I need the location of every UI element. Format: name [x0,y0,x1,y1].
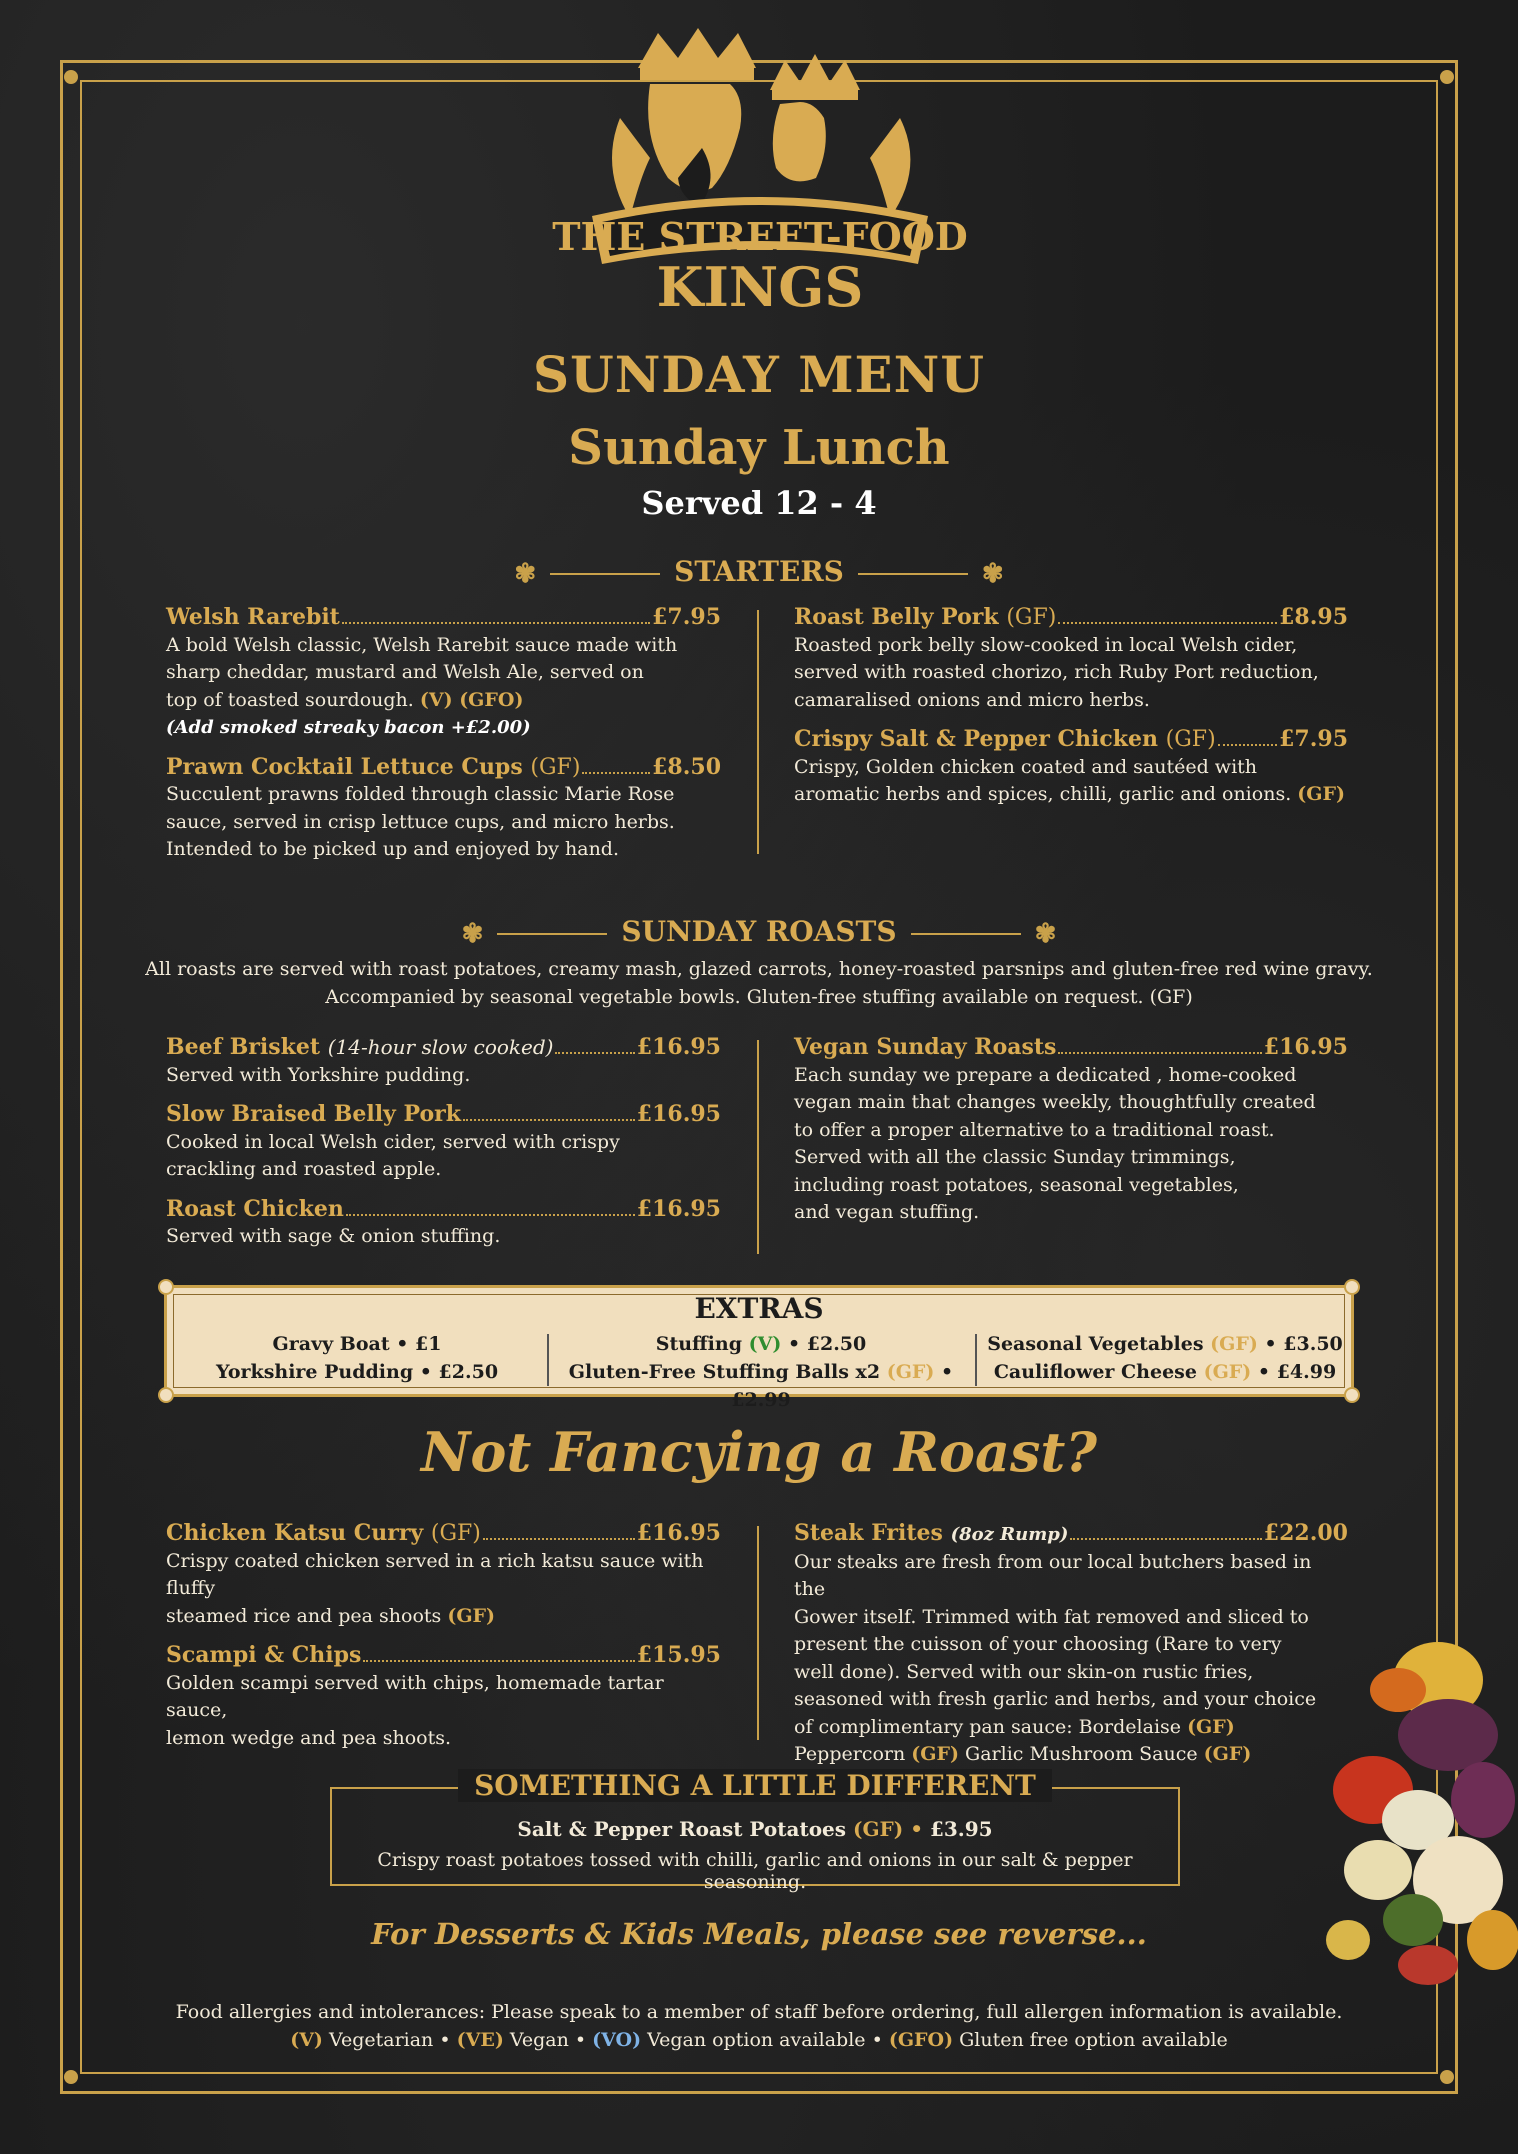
menu-item: Roast Belly Pork (GF) £8.95 Roasted pork belly slow-cooked in local Welsh cider, served with roasted chorizo, rich Ruby Port reduction, camaralised onions and micro herbs. [794,604,1348,711]
extras-column-2: Stuffing (V) • £2.50 Gluten-Free Stuffing Balls x2 (GF) • £2.99 [568,1333,954,1411]
extras-heading: EXTRAS [694,1292,824,1325]
roasts-left-column [166,1034,721,1263]
flourish-left-icon: ✾ [514,558,537,589]
column-divider [757,610,759,854]
menu-item: Slow Braised Belly Pork £16.95 Cooked in local Welsh cider, served with crispy crackling and roasted apple. [166,1101,721,1180]
roasts-note: All roasts are served with roast potatoes, creamy mash, glazed carrots, honey-roasted parsnips and gluten-free red wine gravy. Accompanied by seasonal vegetable bowls. Gluten-free stuffing available on request. (GF) [145,958,1373,1008]
extras-box [164,1285,1354,1411]
column-divider [757,1040,759,1254]
roasts-right-column [794,1034,1348,1239]
menu-item: Vegan Sunday Roasts £16.95 Each sunday we prepare a dedicated , home-cooked vegan main that changes weekly, thoughtfully created to offer a proper alternative to a traditional roast. Served with all the classic Sunday trimmings, including roast potatoes, seasonal vegetables, and vegan stuffing. [794,1034,1348,1223]
extras-column-1: Gravy Boat • £1 Yorkshire Pudding • £2.50 [215,1333,499,1383]
menu-item: Prawn Cocktail Lettuce Cups (GF) £8.50 Succulent prawns folded through classic Marie Rose sauce, served in crisp lettuce cups, and micro herbs. Intended to be picked up and enjoyed by hand. [166,753,721,860]
corner-dot-icon [64,70,78,84]
flourish-right-icon: ✾ [981,558,1004,589]
flourish-left-icon: ✾ [461,918,484,949]
extras-divider [975,1334,977,1386]
something-different-heading: SOMETHING A LITTLE DIFFERENT [332,1769,1178,1802]
allergy-info: Food allergies and intolerances: Please speak to a member of staff before ordering, full allergen information is available. (V) Vegetarian • (VE) Vegan • (VO) Vegan option available • (GFO) Gluten free option available [0,1998,1518,2054]
dietary-key: (V) Vegetarian • (VE) Vegan • (VO) Vegan option available • (GFO) Gluten free option available [290,2029,1228,2051]
logo-line1: THE STREET-FOOD [552,214,968,259]
roasts-heading: ✾ SUNDAY ROASTS ✾ [461,915,1057,949]
not-roast-right-column [794,1520,1348,1781]
column-divider [757,1526,759,1740]
not-roast-heading: Not Fancying a Roast? [420,1420,1097,1484]
corner-dot-icon [1440,70,1454,84]
something-different-desc: Crispy roast potatoes tossed with chilli, garlic and onions in our salt & pepper seasoning. [377,1849,1133,1893]
starters-heading: ✾ STARTERS ✾ [514,555,1004,589]
served-times: Served 12 - 4 [641,484,877,522]
starters-right-column [794,604,1348,821]
menu-item: Roast Chicken £16.95 Served with sage & onion stuffing. [166,1195,721,1247]
flourish-right-icon: ✾ [1034,918,1057,949]
corner-dot-icon [64,2070,78,2084]
something-different-item: Salt & Pepper Roast Potatoes (GF) • £3.95 [517,1817,993,1841]
menu-item: Welsh Rarebit £7.95 A bold Welsh classic, Welsh Rarebit sauce made with sharp cheddar, mustard and Welsh Ale, served on top of toasted sourdough. (V) (GFO) (Add smoked streaky bacon +£2.00) [166,604,721,742]
menu-item: Scampi & Chips £15.95 Golden scampi served with chips, homemade tartar sauce, lemon wedge and pea shoots. [166,1642,721,1749]
starters-left-column [166,604,721,876]
street-food-kings-logo [552,28,968,319]
extras-column-3: Seasonal Vegetables (GF) • £3.50 Cauliflower Cheese (GF) • £4.99 [987,1333,1343,1383]
logo-line2: KINGS [656,255,864,319]
extras-divider [547,1334,549,1386]
addon-note: (Add smoked streaky bacon +£2.00) [166,717,531,738]
corner-dot-icon [1440,2070,1454,2084]
corner-dot-icon [1344,1387,1360,1403]
something-different-box [330,1769,1180,1893]
menu-item: Crispy Salt & Pepper Chicken (GF) £7.95 Crispy, Golden chicken coated and sautéed with aromatic herbs and spices, chilli, garlic and onions. (GF) [794,726,1348,805]
menu-subtitle: Sunday Lunch [568,420,950,476]
menu-title: SUNDAY MENU [533,345,985,404]
menu-item: Chicken Katsu Curry (GF) £16.95 Crispy coated chicken served in a rich katsu sauce with fluffy steamed rice and pea shoots (GF) [166,1520,721,1627]
menu-item: Steak Frites (8oz Rump) £22.00 Our steaks are fresh from our local butchers based in the Gower itself. Trimmed with fat removed and sliced to present the cuisson of your choosing (Rare to very well done). Served with our skin-on rustic fries, seasoned with fresh garlic and herbs, and your choice of complimentary pan sauce: Bordelaise (GF) Peppercorn (GF) Garlic Mushroom Sauce (GF) [794,1520,1348,1765]
reverse-note: For Desserts & Kids Meals, please see reverse... [371,1917,1147,1951]
menu-item: Beef Brisket (14-hour slow cooked) £16.95 Served with Yorkshire pudding. [166,1034,721,1086]
not-roast-left-column [166,1520,721,1764]
corner-dot-icon [158,1387,174,1403]
